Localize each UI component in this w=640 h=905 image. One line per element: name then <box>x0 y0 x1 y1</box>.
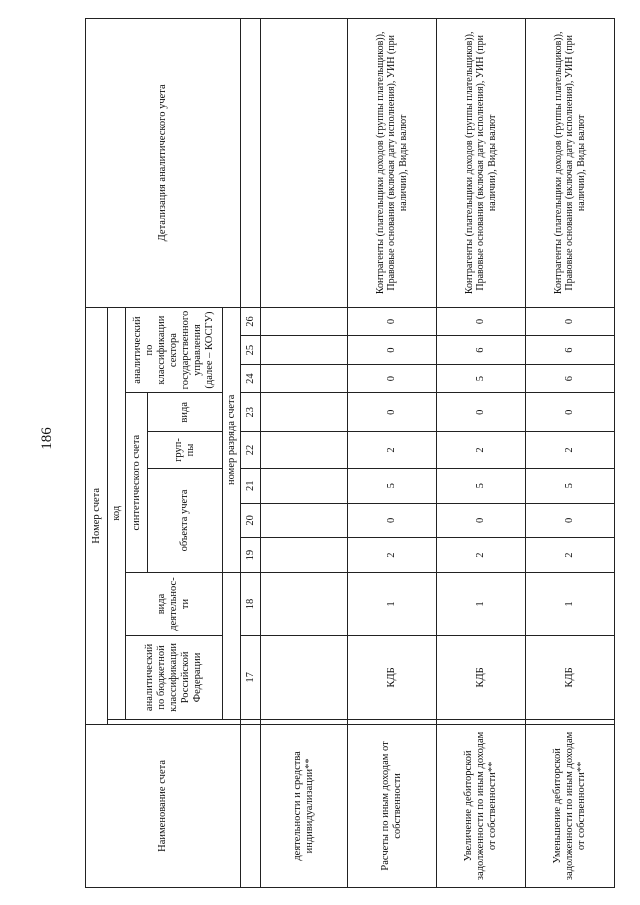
column-number-row <box>241 19 261 888</box>
column-number: 24 <box>241 364 261 393</box>
header-kind: вида <box>148 393 223 432</box>
row-c17: КДБ <box>436 636 525 720</box>
row-c23: 0 <box>436 393 525 432</box>
row-account-name: Уменьшение дебиторской задолженности по иным доходам от собственности** <box>525 724 614 887</box>
rotated-table-wrapper <box>85 18 615 888</box>
row-detail: Контрагенты (плательщики доходов (группы плательщиков)), Правовые основания (включая дату исполнения), УИН (при наличии), Виды валют <box>436 19 525 308</box>
column-number: 26 <box>241 307 261 336</box>
row-c20 <box>261 503 348 538</box>
row-c18: 1 <box>347 572 436 635</box>
header-blank-column <box>108 719 241 724</box>
row-c20: 0 <box>347 503 436 538</box>
row-c19: 2 <box>525 538 614 573</box>
table-frame <box>85 18 615 888</box>
row-c18 <box>261 572 348 635</box>
row-c26 <box>261 307 348 336</box>
row-c26: 0 <box>525 307 614 336</box>
row-c25 <box>261 336 348 365</box>
table-row <box>525 19 614 888</box>
row-c19 <box>261 538 348 573</box>
row-c24: 0 <box>347 364 436 393</box>
row-c22: 2 <box>347 432 436 469</box>
row-c24 <box>261 364 348 393</box>
row-c18: 1 <box>525 572 614 635</box>
row-blank-cell <box>436 719 525 724</box>
row-c21: 5 <box>436 468 525 503</box>
row-c22: 2 <box>436 432 525 469</box>
row-blank-cell <box>347 719 436 724</box>
row-c18: 1 <box>436 572 525 635</box>
row-c23: 0 <box>347 393 436 432</box>
column-number: 20 <box>241 503 261 538</box>
row-detail: Контрагенты (плательщики доходов (группы плательщиков)), Правовые основания (включая дату исполнения), УИН (при наличии), Виды валют <box>347 19 436 308</box>
header-digit-left-blank <box>223 572 241 719</box>
table-row <box>261 19 348 888</box>
row-account-name: Увеличение дебиторской задолженности по иным доходам от собственности** <box>436 724 525 887</box>
column-number: 23 <box>241 393 261 432</box>
page-number: 186 <box>38 427 55 450</box>
row-c17 <box>261 636 348 720</box>
row-c20: 0 <box>436 503 525 538</box>
header-kosgu: аналитический по классификации сектора государственного управления (далее – КОСГУ) <box>126 307 223 393</box>
row-c21: 5 <box>525 468 614 503</box>
row-detail: Контрагенты (плательщики доходов (группы плательщиков)), Правовые основания (включая дату исполнения), УИН (при наличии), Виды валют <box>525 19 614 308</box>
row-c23: 0 <box>525 393 614 432</box>
row-c17: КДБ <box>347 636 436 720</box>
column-number-blank <box>241 19 261 308</box>
row-c22 <box>261 432 348 469</box>
row-blank-cell <box>261 719 348 724</box>
header-code: код <box>108 307 126 719</box>
row-c25: 0 <box>347 336 436 365</box>
row-c25: 6 <box>436 336 525 365</box>
row-c22: 2 <box>525 432 614 469</box>
row-c26: 0 <box>347 307 436 336</box>
header-synthetic: синтетического счета <box>126 393 148 572</box>
header-object: объекта учета <box>148 468 223 572</box>
column-number: 18 <box>241 572 261 635</box>
column-number: 19 <box>241 538 261 573</box>
row-c19: 2 <box>347 538 436 573</box>
column-number-blank <box>241 719 261 724</box>
header-account-name: Наименование счета <box>86 724 241 887</box>
table-row <box>347 19 436 888</box>
header-detail: Детализация аналитического учета <box>86 19 241 308</box>
column-number-blank <box>241 724 261 887</box>
row-c25: 6 <box>525 336 614 365</box>
row-c24: 6 <box>525 364 614 393</box>
row-account-name: деятельности и средства индивидуализации** <box>261 724 348 887</box>
row-c24: 5 <box>436 364 525 393</box>
header-digit: номер разряда счета <box>223 307 241 572</box>
accounts-table <box>85 18 615 888</box>
table-row <box>436 19 525 888</box>
row-c21 <box>261 468 348 503</box>
row-blank-cell <box>525 719 614 724</box>
row-c21: 5 <box>347 468 436 503</box>
row-c26: 0 <box>436 307 525 336</box>
row-account-name: Расчеты по иным доходам от собственности <box>347 724 436 887</box>
column-number: 25 <box>241 336 261 365</box>
column-number: 22 <box>241 432 261 469</box>
header-account-number: Номер счета <box>86 307 108 724</box>
row-c17: КДБ <box>525 636 614 720</box>
column-number: 17 <box>241 636 261 720</box>
header-group: груп-пы <box>148 432 223 469</box>
row-c19: 2 <box>436 538 525 573</box>
column-number: 21 <box>241 468 261 503</box>
row-c20: 0 <box>525 503 614 538</box>
header-activity-type: вида деятельнос-ти <box>126 572 223 635</box>
row-c23 <box>261 393 348 432</box>
header-budget-class: аналитический по бюджетной классификации Российской Федерации <box>126 636 223 720</box>
row-detail <box>261 19 348 308</box>
